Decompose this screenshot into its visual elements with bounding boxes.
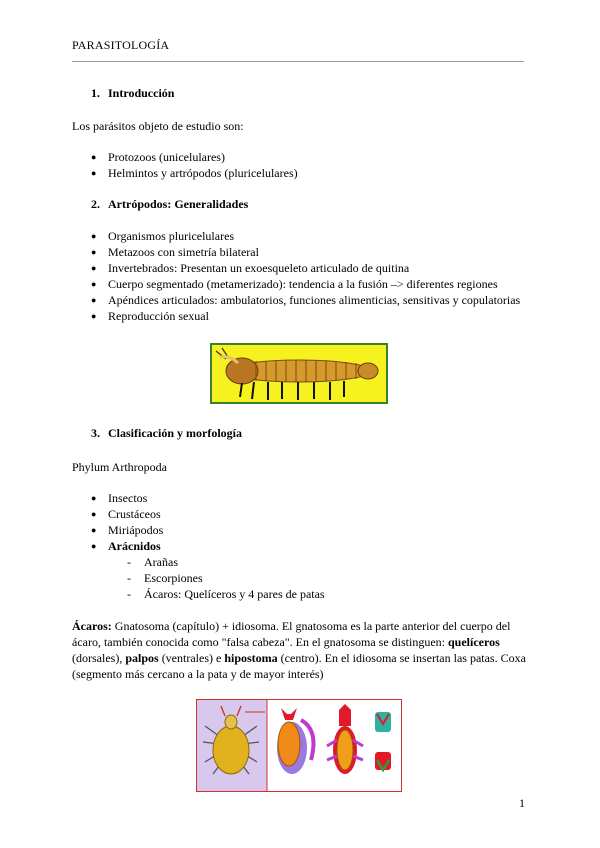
list-item: ● Arácnidos: [91, 538, 163, 554]
list-item: ● Organismos pluricelulares: [91, 228, 520, 244]
list-item: ● Insectos: [91, 490, 163, 506]
acaros-label: Ácaros:: [72, 619, 112, 633]
section-3-list: [91, 490, 163, 554]
page-header-title: PARASITOLOGÍA: [72, 38, 170, 52]
section-3-title: Clasificación y morfología: [108, 426, 242, 440]
list-item: ● Helmintos y artrópodos (pluricelulares): [91, 165, 298, 181]
section-2-number: 2.: [91, 197, 100, 211]
section-2-heading: [91, 196, 248, 212]
list-item: ● Reproducción sexual: [91, 308, 520, 324]
acaros-text: Gnatosoma (capítulo) + idiosoma. El gnatosoma es la parte anterior del cuerpo del ácaro, también conocida como "falsa cabeza". En el gnatosoma se distinguen:: [72, 619, 511, 649]
list-item: ● Metazoos con simetría bilateral: [91, 244, 520, 260]
acaros-text: (centro). En el idiosoma se insertan las patas. Coxa (segmento más cercano a la pata y de mayor interés): [72, 651, 526, 681]
list-item: ● Invertebrados: Presentan un exoesqueleto articulado de quitina: [91, 260, 520, 276]
section-1-list: [91, 149, 298, 181]
list-item: ● Apéndices articulados: ambulatorios, funciones alimenticias, sensitivas y copulatorias: [91, 292, 520, 308]
section-2-title: Artrópodos: Generalidades: [108, 197, 249, 211]
intro-paragraph: Los parásitos objeto de estudio son:: [72, 119, 244, 133]
section-3-heading: [91, 425, 242, 441]
arthropod-illustration: [212, 345, 386, 402]
acaros-paragraph: [72, 618, 527, 682]
sub-list-item: - Arañas: [127, 554, 325, 570]
header-divider: [72, 61, 524, 62]
section-3-number: 3.: [91, 426, 100, 440]
mite-anatomy-figure: [196, 699, 402, 792]
section-2-list: [91, 228, 520, 324]
page-number: 1: [519, 796, 525, 810]
section-1-number: 1.: [91, 86, 100, 100]
palpos-term: palpos: [125, 651, 159, 665]
section-1-title: Introducción: [108, 86, 175, 100]
sub-list-item: - Escorpiones: [127, 570, 325, 586]
acaros-text: (dorsales),: [72, 651, 126, 665]
sub-list-item: - Ácaros: Quelíceros y 4 pares de patas: [127, 586, 325, 602]
list-item: ● Cuerpo segmentado (metamerizado): tendencia a la fusión –> diferentes regiones: [91, 276, 520, 292]
mite-anatomy-illustration: [197, 700, 401, 791]
list-item: ● Miriápodos: [91, 522, 163, 538]
acaros-text: (ventrales) e: [158, 651, 225, 665]
section-1-heading: [91, 85, 174, 101]
arthropod-figure: [210, 343, 388, 404]
arachnid-sublist: [127, 554, 325, 602]
phylum-label: Phylum Arthropoda: [72, 460, 167, 474]
list-item: ● Crustáceos: [91, 506, 163, 522]
list-item: ● Protozoos (unicelulares): [91, 149, 298, 165]
queliceros-term: quelíceros: [448, 635, 500, 649]
hipostoma-term: hipostoma: [224, 651, 278, 665]
